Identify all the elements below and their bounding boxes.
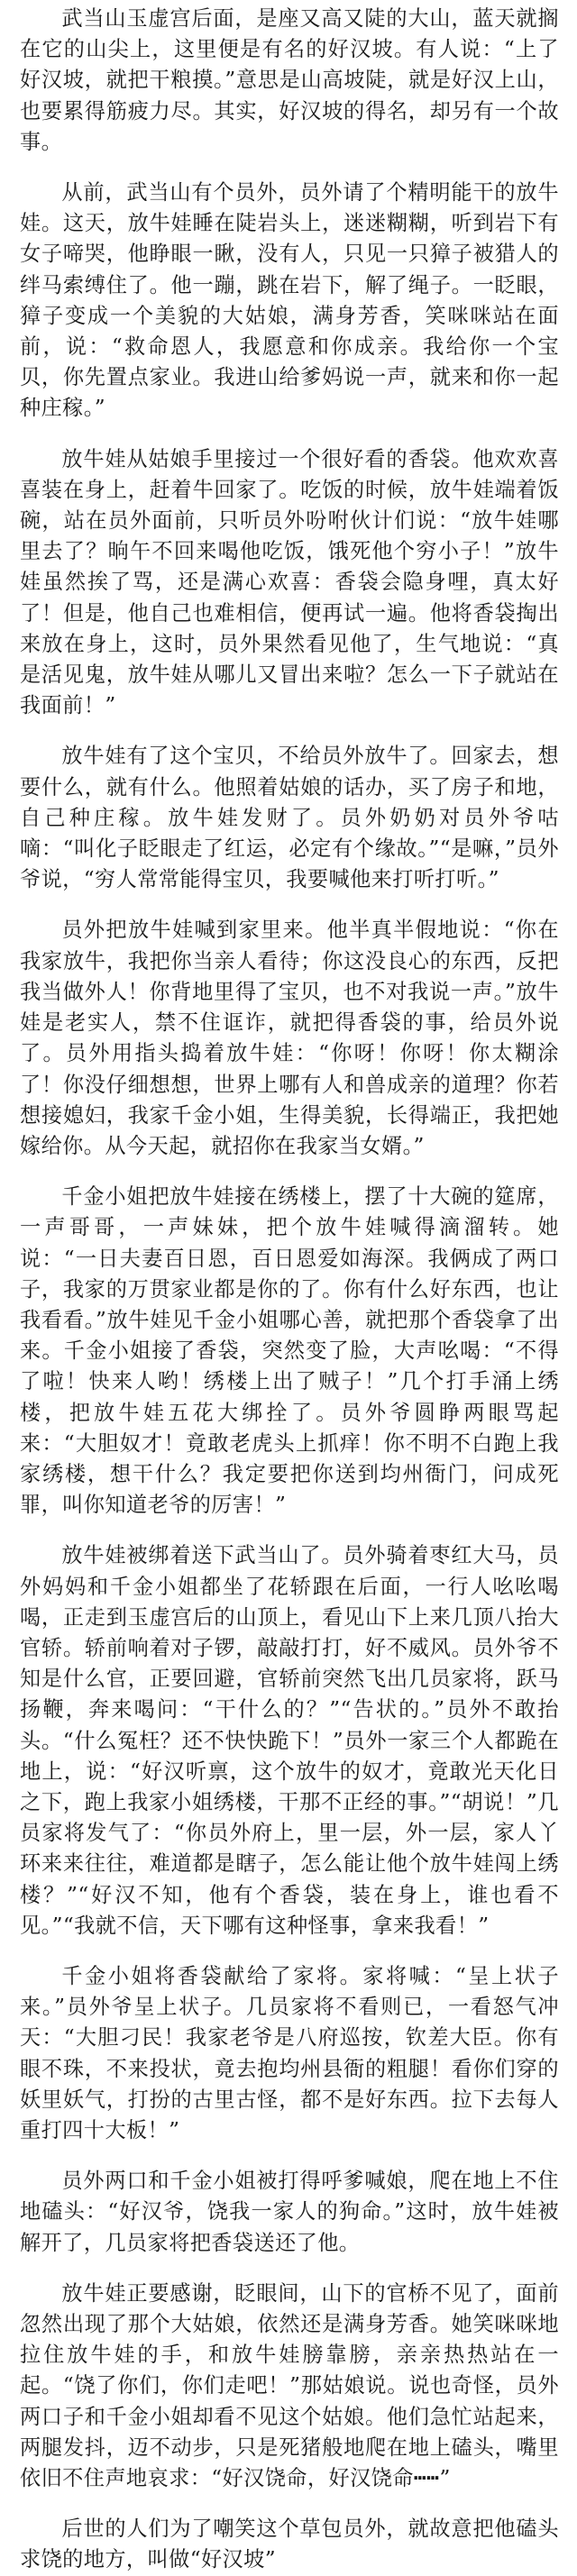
paragraph-betrayal: 千金小姐把放牛娃接在绣楼上，摆了十大碗的筵席，一声哥哥，一声妹妹，把个放牛娃喊得滴溜转。她说：“一日夫妻百日恩，百日恩爱如海深。我俩成了两口子，我家的万贯家业都是你的了。你有什么好东西，也让我看看。”放牛娃见千金小姐哪心善，就把那个香袋拿了出来。千金小姐接了香袋，突然变了脸，大声吆喝：“不得了啦！快来人哟！绣楼上出了贼子！”几个打手涌上绣楼，把放牛娃五花大绑拴了。员外爷圆睁两眼骂起来：“大胆奴才！竟敢老虎头上抓痒！你不明不白跑上我家绣楼，想干什么？我定要把你送到均州衙门，问成死罪，叫你知道老爷的厉害！” [20,1184,559,1518]
paragraph-conclusion: 后世的人们为了嘲笑这个草包员外，就故意把他磕头求饶的地方，叫做“好汉坡” [20,2517,559,2572]
paragraph-deception: 员外把放牛娃喊到家里来。他半真半假地说：“你在我家放牛，我把你当亲人看待；你这没良心的东西，反把我当做外人！你背地里得了宝贝，也不对我说一声。”放牛娃是老实人，禁不住诓诈，就把得香袋的事，给员外说了。员外用指头捣着放牛娃：“你呀！你呀！你太糊涂了！你没仔细想想，世界上哪有人和兽成亲的道理？你若想接媳妇，我家千金小姐，生得美貌，长得端正，我把她嫁给你。从今天起，就招你在我家当女婿。” [20,918,559,1158]
paragraph-punishment: 员外两口和千金小姐被打得呼爹喊娘，爬在地上不住地磕头：“好汉爷，饶我一家人的狗命。”这时，放牛娃被解开了，几员家将把香袋送还了他。 [20,2169,559,2255]
paragraph-reunion: 放牛娃正要感谢，眨眼间，山下的官桥不见了，面前忽然出现了那个大姑娘，依然还是满身芳香。她笑咪咪地拉住放牛娃的手，和放牛娃膀靠膀，亲亲热热站在一起。“饶了你们，你们走吧！”那姑娘说。说也奇怪，员外两口子和千金小姐却看不见这个姑娘。他们急忙站起来，两腿发抖，迈不动步，只是死猪般地爬在地上磕头，嘴里依旧不住声地哀求：“好汉饶命，好汉饶命┅┅” [20,2280,559,2491]
paragraph-intro: 武当山玉虚宫后面，是座又高又陡的大山，蓝天就搁在它的山尖上，这里便是有名的好汉坡。有人说：“上了好汉坡，就把干粮摸。”意思是山高坡陡，就是好汉上山，也要累得筋疲力尽。其实，好汉坡的得名，却另有一个故事。 [20,6,559,154]
paragraph-judgement: 千金小姐将香袋献给了家将。家将喊：“呈上状子来。”员外爷呈上状子。几员家将不看则已，一看怒气冲天：“大胆刁民！我家老爷是八府巡按，钦差大臣。你有眼不珠，不来投状，竟去抱均州县衙的粗腿！看你们穿的妖里妖气，打扮的古里古怪，都不是好东西。拉下去每人重打四十大板！” [20,1963,559,2142]
paragraph-rescue: 从前，武当山有个员外，员外请了个精明能干的放牛娃。这天，放牛娃睡在陡岩头上，迷迷糊糊，听到岩下有女子啼哭，他睁眼一瞅，没有人，只见一只獐子被猎人的绊马索缚住了。他一蹦，跳在岩下，解了绳子。一眨眼，獐子变成一个美貌的大姑娘，满身芳香，笑咪咪站在面前，说：“救命恩人，我愿意和你成亲。我给你一个宝贝，你先置点家业。我进山给爹妈说一声，就来和你一起种庄稼。” [20,180,559,421]
paragraph-sachet: 放牛娃从姑娘手里接过一个很好看的香袋。他欢欢喜喜装在身上，赶着牛回家了。吃饭的时候，放牛娃端着饭碗，站在员外面前，只听员外吩咐伙计们说：“放牛娃哪里去了？晌午不回来喝他吃饭，饿死他个穷小子！”放牛娃虽然挨了骂，还是满心欢喜：香袋会隐身哩，真太好了！但是，他自己也难相信，便再试一遍。他将香袋掏出来放在身上，这时，员外果然看见他了，生气地说：“真是活见鬼，放牛娃从哪儿又冒出来啦？怎么一下子就站在我面前！” [20,446,559,718]
paragraph-wealth: 放牛娃有了这个宝贝，不给员外放牛了。回家去，想要什么，就有什么。他照着姑娘的话办，买了房子和地，自己种庄稼。放牛娃发财了。员外奶奶对员外爷咕嘀：“叫化子眨眼走了红运，必定有个缘故。”“是嘛，”员外爷说，“穷人常常能得宝贝，我要喊他来打听打听。” [20,744,559,892]
paragraph-encounter: 放牛娃被绑着送下武当山了。员外骑着枣红大马，员外妈妈和千金小姐都坐了花轿跟在后面，一行人吆吆喝喝，正走到玉虚宫后的山顶上，看见山下上来几顶八抬大官轿。轿前响着对子锣，敲敲打打，好不威风。员外爷不知是什么官，正要回避，官轿前突然飞出几员家将，跃马扬鞭，奔来喝问：“干什么的？”“告状的。”员外不敢抬头。“什么冤枉？还不快快跪下！”员外一家三个人都跪在地上，说：“好汉听禀，这个放牛的奴才，竟敢光天化日之下，跑上我家小姐绣楼，干那不正经的事。”“胡说！”几员家将发气了：“你员外府上，里一层，外一层，家人丫环来来往往，难道都是瞎子，怎么能让他个放牛娃闯上绣楼？”“好汉不知，他有个香袋，装在身上，谁也看不见。”“我就不信，天下哪有这种怪事，拿来我看！” [20,1543,559,1938]
